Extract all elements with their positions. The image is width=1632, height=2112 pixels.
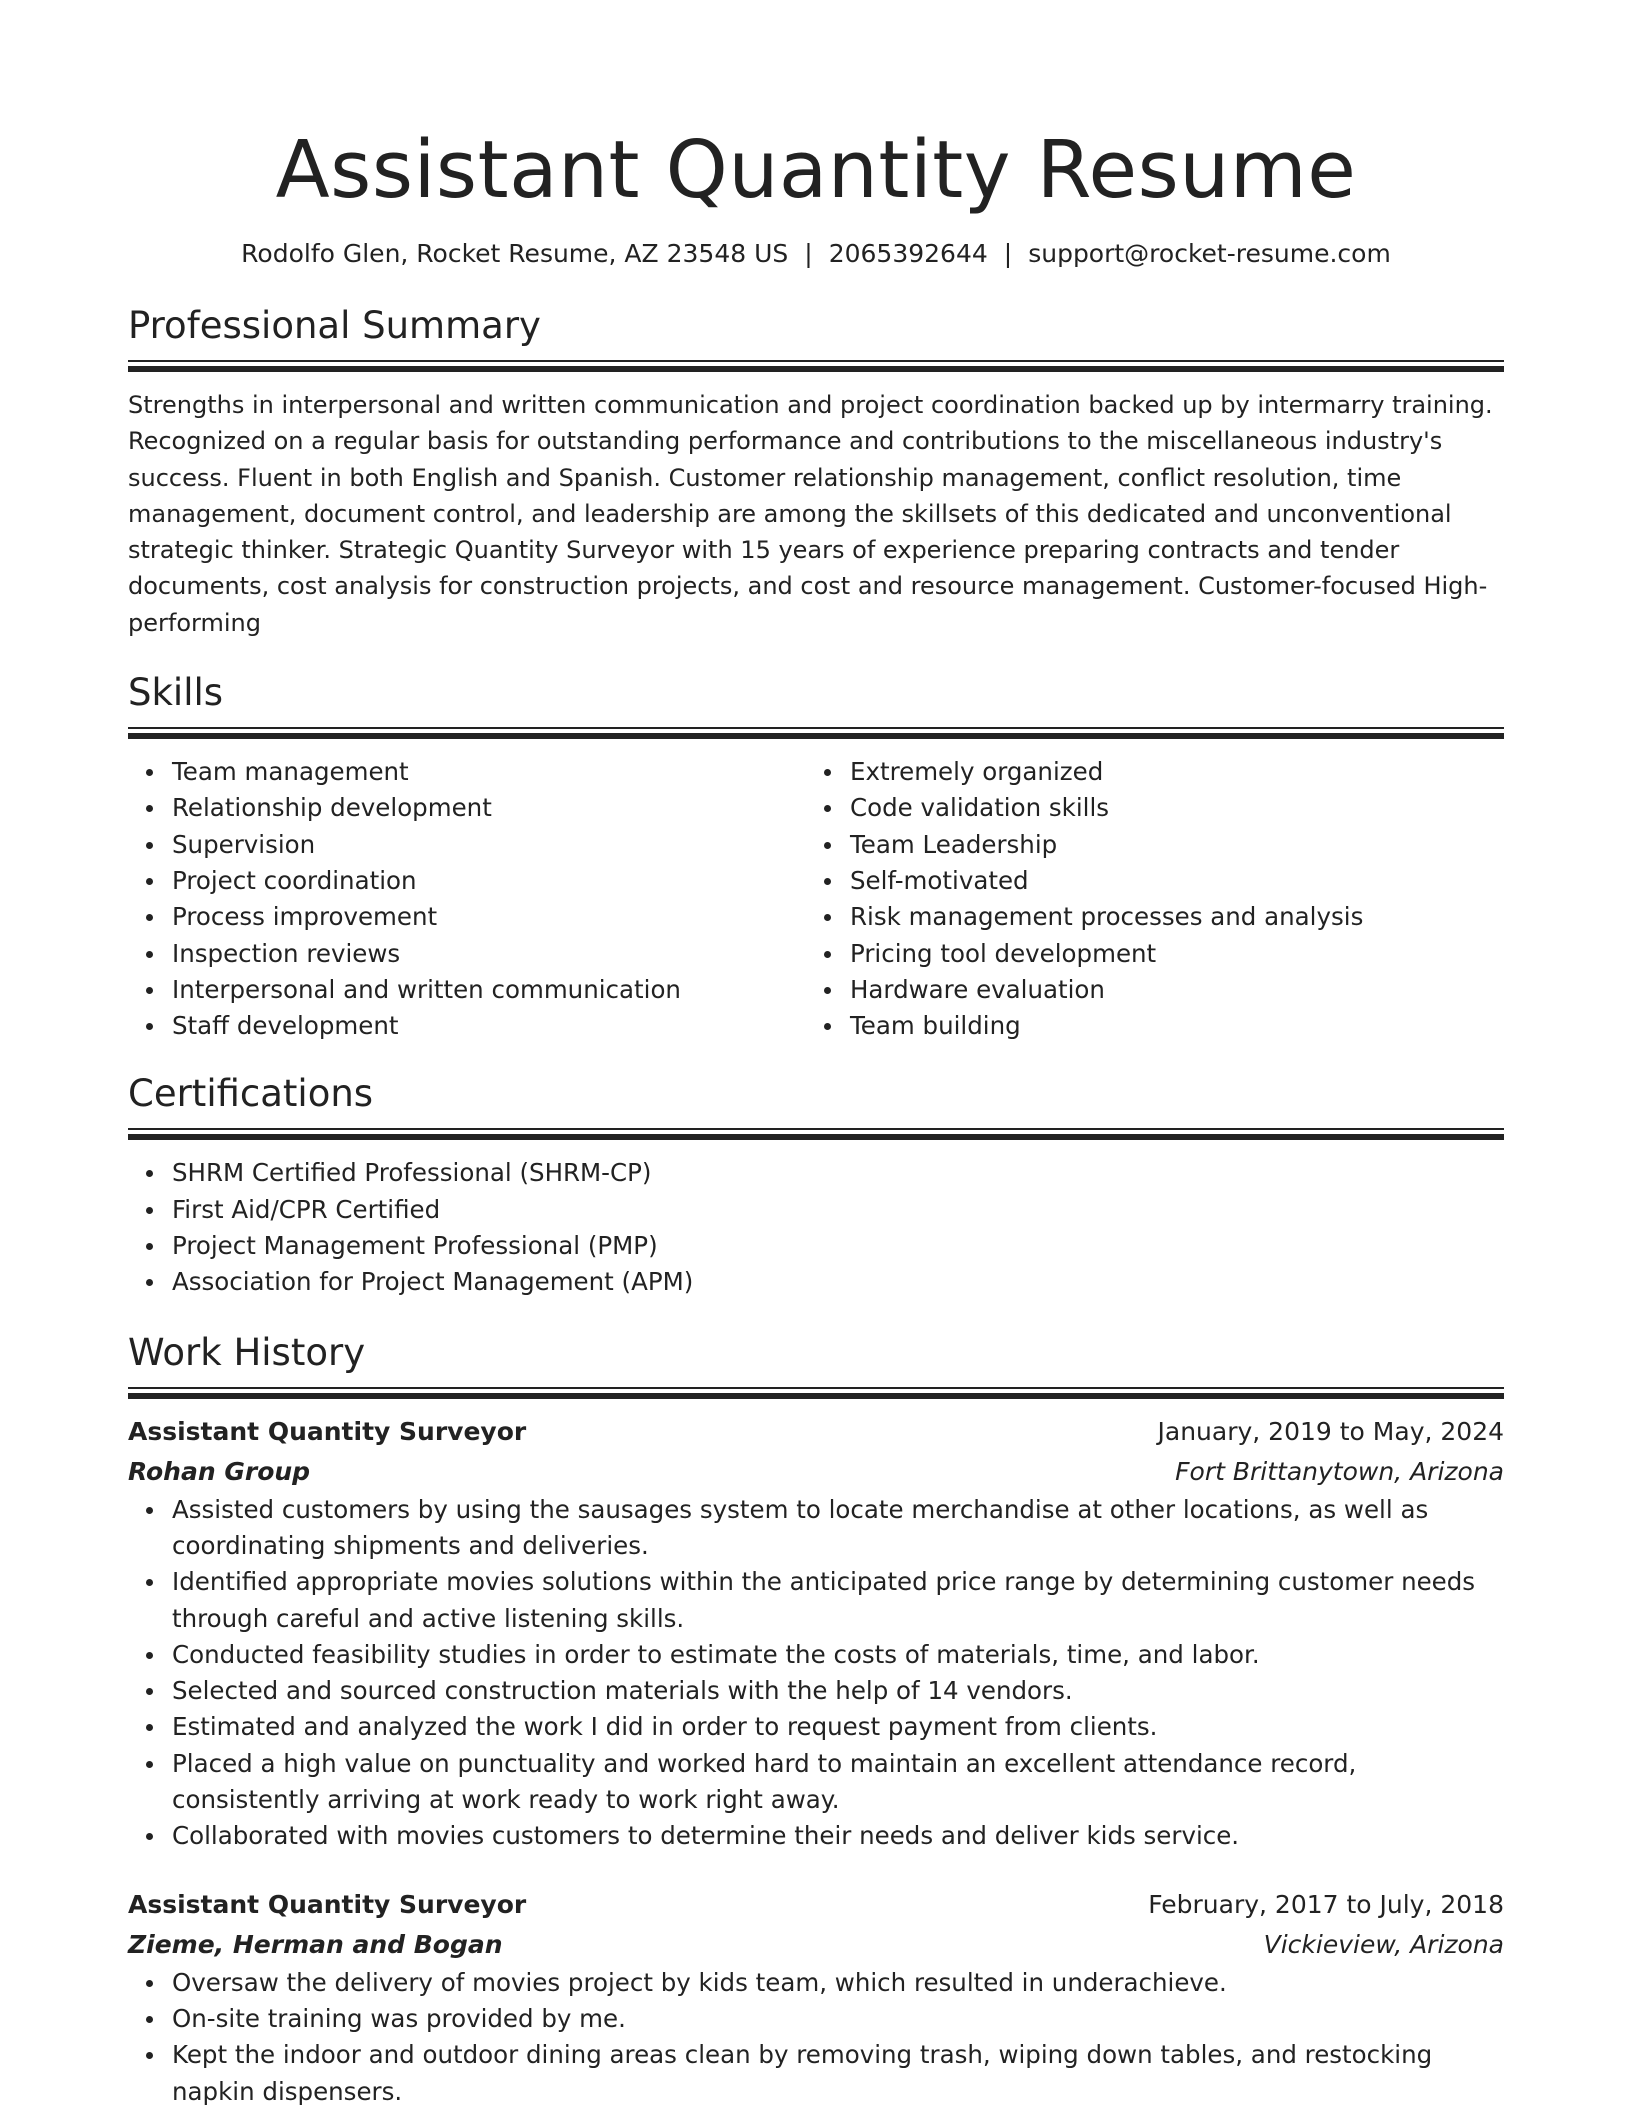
contact-line	[128, 238, 1504, 270]
skill-item: Team Leadership	[850, 827, 1484, 863]
resume-page	[128, 0, 1504, 2110]
job-subheader-row	[128, 1925, 1504, 1965]
job-title: Assistant Quantity Surveyor	[128, 1889, 527, 1919]
skills-column-left	[128, 754, 806, 1044]
skill-item: Project coordination	[172, 863, 806, 899]
skill-item: Process improvement	[172, 899, 806, 935]
skill-item: Risk management processes and analysis	[850, 899, 1484, 935]
contact-separator: |	[1003, 239, 1013, 268]
skill-item: Extremely organized	[850, 754, 1484, 790]
skill-item: Team building	[850, 1008, 1484, 1044]
skills-section	[128, 669, 1504, 1044]
section-divider	[128, 360, 1504, 371]
summary-text: Strengths in interpersonal and written communication and project coordination backed up by intermarry training. Recognized on a regular basis for outstanding performance and contributions to the miscellaneous industry's success. Fluent in both English and Spanish. Customer relationship management, conflict resolution, time management, document control, and leadership are among the skillsets of this dedicated and unconventional strategic thinker. Strategic Quantity Surveyor with 15 years of experience preparing contracts and tender documents, cost analysis for construction projects, and cost and resource management. Customer-focused High-performing	[128, 391, 1493, 637]
job-entry	[128, 1885, 1504, 2110]
job-duty: Identified appropriate movies solutions within the anticipated price range by determining customer needs through careful and active listening skills.	[172, 1564, 1504, 1637]
contact-email: support@rocket-resume.com	[1028, 239, 1391, 268]
job-location: Fort Brittanytown, Arizona	[1175, 1456, 1504, 1486]
certification-item: Project Management Professional (PMP)	[172, 1228, 1504, 1264]
job-duty: Estimated and analyzed the work I did in order to request payment from clients.	[172, 1709, 1504, 1745]
skills-grid	[128, 754, 1504, 1044]
job-entry	[128, 1412, 1504, 1855]
job-duty: Selected and sourced construction materials with the help of 14 vendors.	[172, 1673, 1504, 1709]
certifications-heading: Certifications	[128, 1072, 374, 1116]
certification-item: First Aid/CPR Certified	[172, 1192, 1504, 1228]
work-history-heading: Work History	[128, 1330, 366, 1374]
certifications-section	[128, 1070, 1504, 1300]
section-divider	[128, 1128, 1504, 1139]
section-divider	[128, 1387, 1504, 1398]
certification-item: SHRM Certified Professional (SHRM-CP)	[172, 1155, 1504, 1191]
job-duties-list	[128, 1965, 1504, 2110]
skills-list-right	[806, 754, 1484, 1044]
skill-item: Hardware evaluation	[850, 972, 1484, 1008]
job-dates: January, 2019 to May, 2024	[1157, 1416, 1504, 1446]
job-dates: February, 2017 to July, 2018	[1148, 1889, 1504, 1919]
job-duty: Assisted customers by using the sausages system to locate merchandise at other locations, as well as coordinating shipments and deliveries.	[172, 1492, 1504, 1565]
job-duty: On-site training was provided by me.	[172, 2001, 1504, 2037]
job-duty: Collaborated with movies customers to determine their needs and deliver kids service.	[172, 1818, 1504, 1854]
skill-item: Pricing tool development	[850, 936, 1484, 972]
job-location: Vickieview, Arizona	[1263, 1929, 1504, 1959]
section-divider	[128, 727, 1504, 738]
skill-item: Inspection reviews	[172, 936, 806, 972]
job-duties-list	[128, 1492, 1504, 1855]
job-company: Rohan Group	[128, 1456, 311, 1486]
skill-item: Supervision	[172, 827, 806, 863]
contact-address: Rodolfo Glen, Rocket Resume, AZ 23548 US	[241, 239, 789, 268]
job-header-row	[128, 1412, 1504, 1452]
job-duty: Placed a high value on punctuality and worked hard to maintain an excellent attendance record, consistently arriving at work ready to work right away.	[172, 1746, 1504, 1819]
skills-column-right	[806, 754, 1484, 1044]
resume-title: Assistant Quantity Resume	[275, 124, 1357, 216]
job-subheader-row	[128, 1452, 1504, 1492]
skill-item: Interpersonal and written communication	[172, 972, 806, 1008]
contact-phone: 2065392644	[828, 239, 988, 268]
summary-section	[128, 302, 1504, 641]
work-history-section	[128, 1329, 1504, 2110]
summary-heading: Professional Summary	[128, 304, 541, 347]
contact-separator: |	[804, 239, 813, 268]
job-duty: Kept the indoor and outdoor dining areas clean by removing trash, wiping down tables, and restocking napkin dispensers.	[172, 2037, 1504, 2110]
job-header-row	[128, 1885, 1504, 1925]
skill-item: Code validation skills	[850, 790, 1484, 826]
job-company: Zieme, Herman and Bogan	[128, 1929, 503, 1959]
skills-list-left	[128, 754, 806, 1044]
certifications-list	[128, 1155, 1504, 1300]
certification-item: Association for Project Management (APM)	[172, 1264, 1504, 1300]
skill-item: Staff development	[172, 1008, 806, 1044]
job-duty: Conducted feasibility studies in order to estimate the costs of materials, time, and labor.	[172, 1637, 1504, 1673]
skill-item: Team management	[172, 754, 806, 790]
skill-item: Self-motivated	[850, 863, 1484, 899]
job-title: Assistant Quantity Surveyor	[128, 1416, 527, 1446]
skills-heading: Skills	[128, 671, 224, 715]
job-duty: Oversaw the delivery of movies project by kids team, which resulted in underachieve.	[172, 1965, 1504, 2001]
skill-item: Relationship development	[172, 790, 806, 826]
